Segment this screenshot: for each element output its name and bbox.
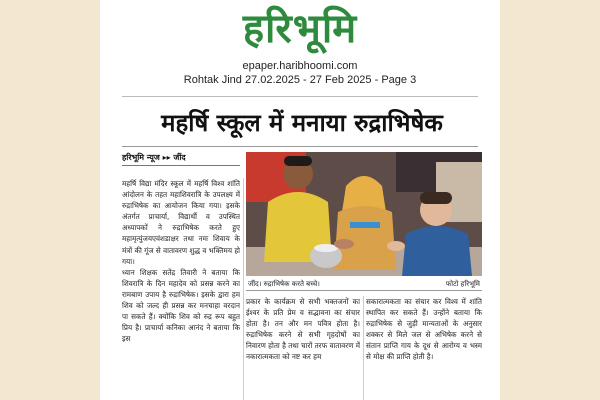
news-photo [246, 152, 482, 276]
article-column-1 [122, 178, 240, 400]
article-column-2: प्रकार के कार्यक्रम से सभी भक्तजनों का ईश्वर के प्रति प्रेम व सद्भावना का संचार होता है। तन और मन पवित्र होता है। रुद्राभिषेक करने से सभी गृहदोषों का निवारण होता है तथा चारों तरफ वातावरण में नकारात्मकता को नष्ट कर हम [246, 297, 360, 362]
divider [122, 96, 478, 97]
column-divider [243, 178, 244, 400]
paragraph: ध्यान शिक्षक सतेंद्र तिवारी ने बताया कि शिवरात्रि के दिन महादेव को प्रसन्न करने का रामबाण उपाय है रुद्राभिषेक। इसके द्वारा हम शिव को जल्द ही प्रसन्न कर मनचाहा वरदान पा सकते हैं। क्योंकि शिव को रुद्र रूप बहुत प्रिय है। प्राचार्या कनिका आनंद ने बताया कि इस [122, 267, 240, 344]
children-photo-illustration [246, 152, 482, 276]
masthead [100, 4, 500, 54]
haribhoomi-logo: हरिभूमि [242, 6, 358, 52]
article-headline: महर्षि स्कूल में मनाया रुद्राभिषेक [161, 109, 443, 137]
photo-caption: जींद। रुद्राभिषेक करते बच्चे। [248, 280, 320, 288]
newspaper-clipping [100, 0, 500, 400]
column-divider [363, 296, 364, 400]
epaper-url: epaper.haribhoomi.com [242, 60, 358, 72]
photo-caption-row [246, 279, 482, 291]
photo-credit: फोटो हरिभूमि [445, 280, 480, 288]
paragraph: महर्षि विद्या मंदिर स्कूल में महर्षि विश्व शांति आंदोलन के तहत महाशिवरात्रि के उपलक्ष्य में रुद्राभिषेक का आयोजन किया गया। इसके अंतर्गत प्राचार्या, विद्यार्थी व उपस्थित अध्यापकों ने रुद्राभिषेक करते हुए महामृत्युंजयएवंशडाक्षर तथा नमः शिवाय के मंत्रों की गूंज से वातावरण शुद्ध व भक्तिमय हो गया। [122, 179, 240, 266]
article-byline: हरिभूमि न्यूज ▸▸ जींद [122, 152, 240, 166]
edition-info: Rohtak Jind 27.02.2025 - 27 Feb 2025 - Page 3 [183, 74, 417, 86]
article-column-3: सकारात्मकता का संचार कर विश्व में शांति स्थापित कर सकते हैं। उन्होंने बताया कि रुद्राभिषेक से जुड़ी मान्यताओं के अनुसार शक्कर से मिले जल से अभिषेक करने से संतान प्राप्ति गाय के दूध से आरोग्य व भस्म से मोक्ष की प्राप्ति होती है। [366, 297, 482, 362]
divider [122, 146, 478, 147]
